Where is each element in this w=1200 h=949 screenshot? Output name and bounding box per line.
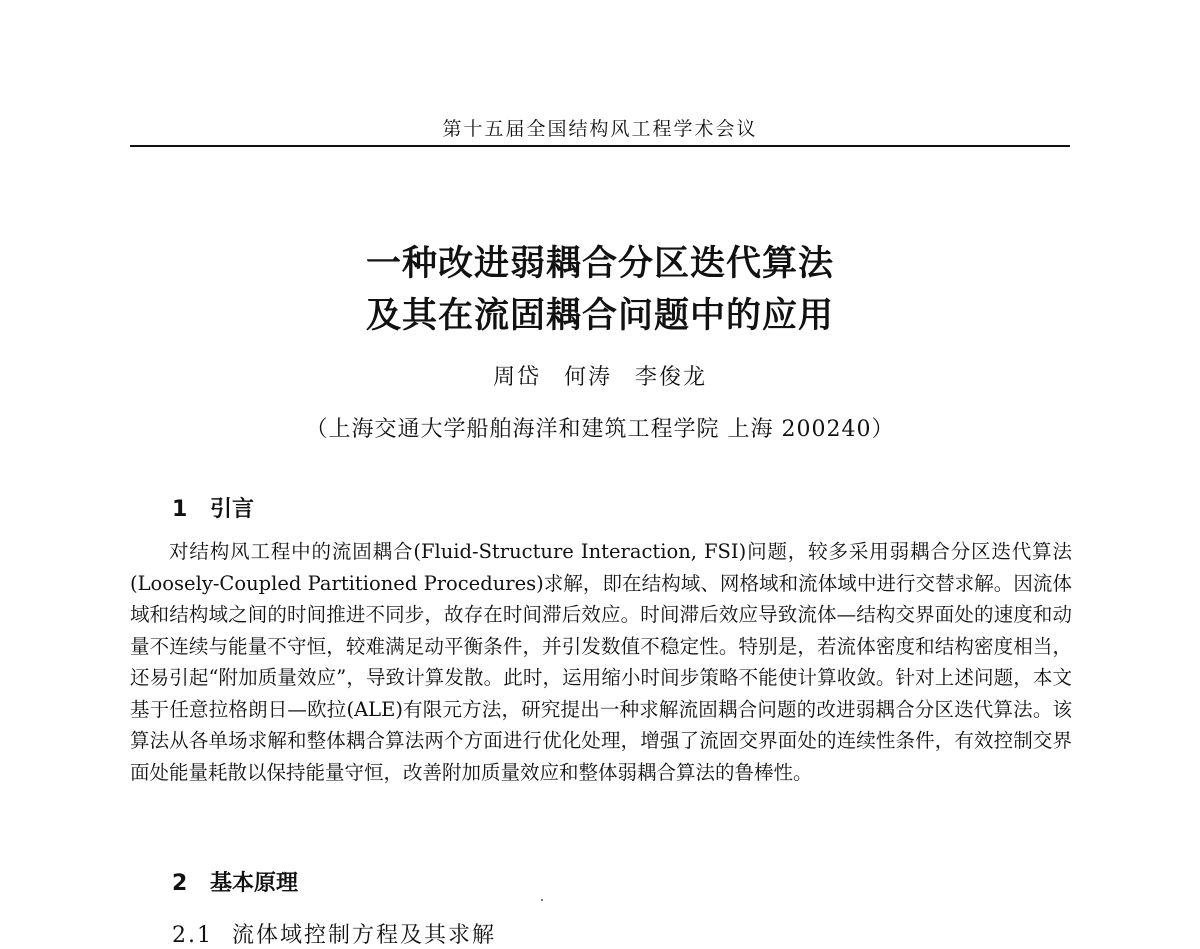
- section-heading-introduction: [172, 492, 254, 523]
- scan-speck: [541, 899, 543, 901]
- title-line-1: 一种改进弱耦合分区迭代算法: [365, 243, 834, 284]
- section-title: 引言: [210, 497, 255, 522]
- paper-title: [0, 238, 1200, 342]
- running-header: 第十五届全国结构风工程学术会议: [442, 118, 758, 140]
- section-number: 2: [172, 871, 188, 896]
- affiliation: （上海交通大学船舶海洋和建筑工程学院 上海 200240）: [305, 417, 895, 442]
- introduction-paragraph: 对结构风工程中的流固耦合(Fluid-Structure Interaction, FSI)问题，较多采用弱耦合分区迭代算法(Loosely-Coupled Partitioned Procedures)求解，即在结构域、网格域和流体域中进行交替求解。因流体域和结构域之间的时间推进不同步，故存在时间滞后效应。时间滞后效应导致流体—结构交界面处的速度和动量不连续与能量不守恒，较难满足动平衡条件，并引发数值不稳定性。特别是，若流体密度和结构密度相当，还易引起“附加质量效应”，导致计算发散。此时，运用缩小时间步策略不能使计算收敛。针对上述问题，本文基于任意拉格朗日—欧拉(ALE)有限元方法，研究提出一种求解流固耦合问题的改进弱耦合分区迭代算法。该算法从各单场求解和整体耦合算法两个方面进行优化处理，增强了流固交界面处的连续性条件，有效控制交界面处能量耗散以保持能量守恒，改善附加质量效应和整体弱耦合算法的鲁棒性。: [130, 540, 1072, 784]
- title-line-2: 及其在流固耦合问题中的应用: [365, 295, 834, 336]
- author-list: 周岱 何涛 李俊龙: [493, 365, 707, 390]
- subsection-heading-fluid-domain: [172, 918, 496, 949]
- header-rule: [130, 145, 1070, 147]
- subsection-title: 流体域控制方程及其求解: [232, 923, 497, 948]
- section-number: 1: [172, 497, 188, 522]
- section-title: 基本原理: [210, 871, 299, 896]
- section-heading-basic-principles: [172, 866, 298, 897]
- subsection-number: 2.1: [172, 923, 213, 948]
